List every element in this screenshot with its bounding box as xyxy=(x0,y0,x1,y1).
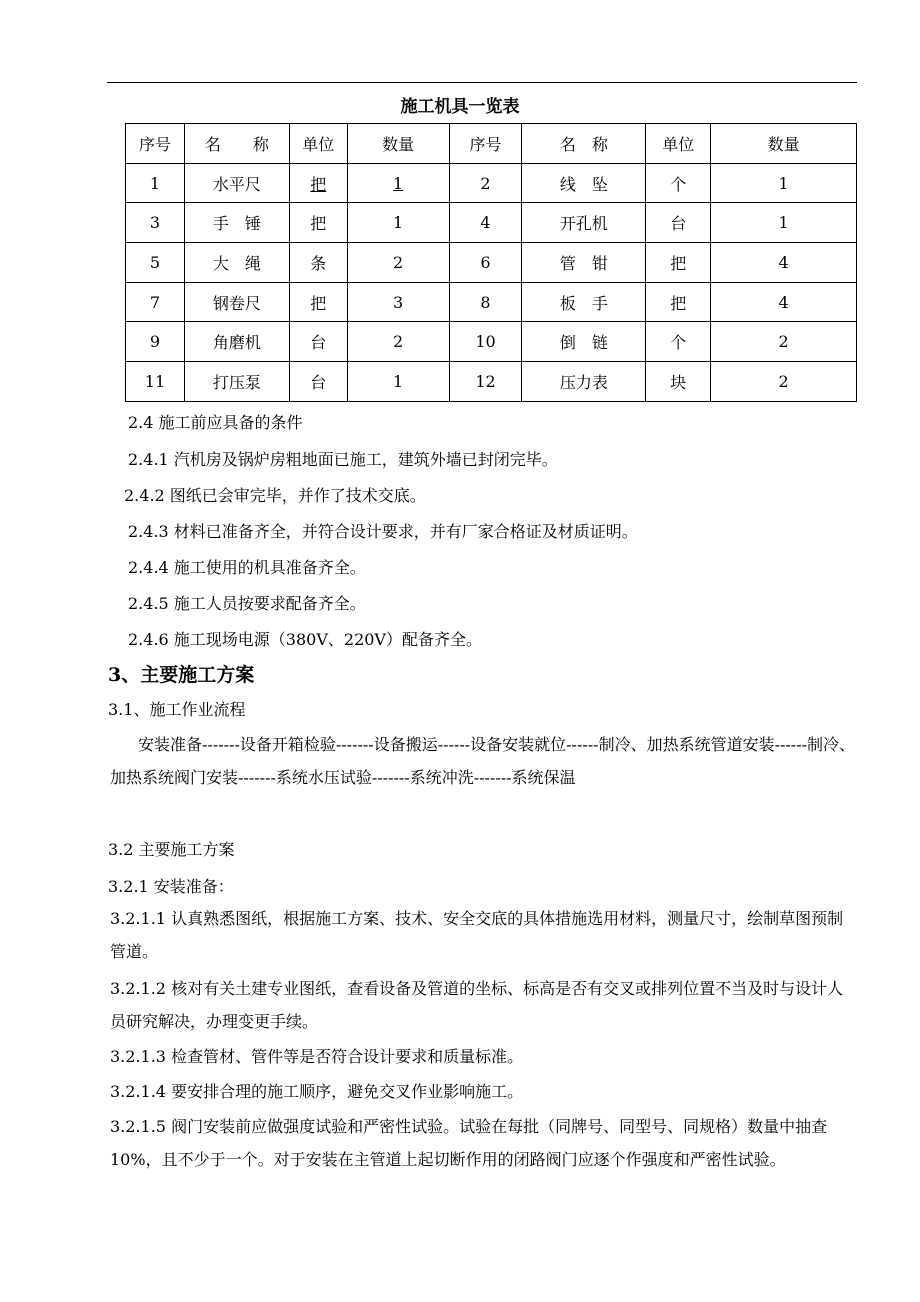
condition-item: 2.4.1 汽机房及锅炉房粗地面已施工，建筑外墙已封闭完毕。 xyxy=(128,450,558,469)
table-cell: 手 锤 xyxy=(184,203,289,243)
workflow-paragraph: 安装准备-------设备开箱检验-------设备搬运------设备安装就位------制冷、加热系统管道安装------制冷、加热系统阀门安装-------系统水压试验-------系统冲洗-------系统保温 xyxy=(110,735,856,787)
tools-table xyxy=(125,123,857,402)
table-header-row xyxy=(126,124,857,164)
table-cell: 1 xyxy=(126,163,185,203)
header-cell: 序号 xyxy=(449,124,522,164)
table-cell: 8 xyxy=(449,282,522,322)
header-cell: 名 称 xyxy=(184,124,289,164)
table-cell: 2 xyxy=(347,322,449,362)
table-cell: 3 xyxy=(126,203,185,243)
table-cell: 块 xyxy=(646,362,711,402)
section-3-2-1-heading: 3.2.1 安装准备： xyxy=(108,877,234,896)
table-cell: 个 xyxy=(646,322,711,362)
table-cell: 钢卷尺 xyxy=(184,282,289,322)
table-cell: 5 xyxy=(126,243,185,283)
table-cell: 1 xyxy=(347,362,449,402)
section-3-2-heading: 3.2 主要施工方案 xyxy=(108,840,235,859)
table-title: 施工机具一览表 xyxy=(400,97,520,117)
paragraph-3-2-1-4: 3.2.1.4 要安排合理的施工顺序，避免交叉作业影响施工。 xyxy=(110,1082,524,1101)
section-2-4-heading: 2.4 施工前应具备的条件 xyxy=(128,413,303,432)
table-row xyxy=(126,243,857,283)
table-cell: 把 xyxy=(646,243,711,283)
table-cell: 4 xyxy=(449,203,522,243)
paragraph-3-2-1-2: 3.2.1.2 核对有关土建专业图纸，查看设备及管道的坐标、标高是否有交叉或排列位置不当及时与设计人员研究解决，办理变更手续。 xyxy=(110,979,844,1031)
condition-item: 2.4.2 图纸已会审完毕，并作了技术交底。 xyxy=(124,486,426,505)
table-cell: 1 xyxy=(347,163,449,203)
table-cell: 1 xyxy=(711,203,857,243)
header-cell: 数量 xyxy=(711,124,857,164)
header-cell: 单位 xyxy=(646,124,711,164)
table-cell: 条 xyxy=(289,243,347,283)
table-cell: 6 xyxy=(449,243,522,283)
table-row xyxy=(126,282,857,322)
table-cell: 3 xyxy=(347,282,449,322)
table-cell: 1 xyxy=(347,203,449,243)
table-cell: 压力表 xyxy=(522,362,646,402)
table-cell: 倒 链 xyxy=(522,322,646,362)
section-3-title: 3、主要施工方案 xyxy=(108,664,255,686)
table-cell: 2 xyxy=(347,243,449,283)
table-cell: 把 xyxy=(646,282,711,322)
condition-item: 2.4.5 施工人员按要求配备齐全。 xyxy=(128,594,366,613)
table-cell: 台 xyxy=(289,322,347,362)
table-cell: 1 xyxy=(711,163,857,203)
table-cell: 2 xyxy=(449,163,522,203)
header-cell: 数量 xyxy=(347,124,449,164)
table-cell: 台 xyxy=(646,203,711,243)
table-cell: 12 xyxy=(449,362,522,402)
table-cell: 2 xyxy=(711,322,857,362)
table-row xyxy=(126,322,857,362)
paragraph-3-2-1-5: 3.2.1.5 阀门安装前应做强度试验和严密性试验。试验在每批（同牌号、同型号、同规格）数量中抽查10%，且不少于一个。对于安装在主管道上起切断作用的闭路阀门应逐个作强度和严密性试验。 xyxy=(110,1117,828,1169)
table-cell: 大 绳 xyxy=(184,243,289,283)
table-cell: 把 xyxy=(289,163,347,203)
header-cell: 单位 xyxy=(289,124,347,164)
table-row xyxy=(126,163,857,203)
header-cell: 序号 xyxy=(126,124,185,164)
section-3-1-heading: 3.1、施工作业流程 xyxy=(108,700,246,719)
header-cell: 名 称 xyxy=(522,124,646,164)
table-row xyxy=(126,203,857,243)
table-cell: 9 xyxy=(126,322,185,362)
table-cell: 4 xyxy=(711,282,857,322)
table-cell: 线 坠 xyxy=(522,163,646,203)
table-cell: 开孔机 xyxy=(522,203,646,243)
table-cell: 台 xyxy=(289,362,347,402)
table-cell: 管 钳 xyxy=(522,243,646,283)
table-cell: 水平尺 xyxy=(184,163,289,203)
table-cell: 角磨机 xyxy=(184,322,289,362)
table-cell: 10 xyxy=(449,322,522,362)
table-cell: 4 xyxy=(711,243,857,283)
paragraph-3-2-1-3: 3.2.1.3 检查管材、管件等是否符合设计要求和质量标准。 xyxy=(110,1047,524,1066)
condition-item: 2.4.3 材料已准备齐全，并符合设计要求，并有厂家合格证及材质证明。 xyxy=(128,522,638,541)
header-rule xyxy=(107,82,857,83)
table-cell: 2 xyxy=(711,362,857,402)
table-cell: 打压泵 xyxy=(184,362,289,402)
paragraph-3-2-1-1: 3.2.1.1 认真熟悉图纸，根据施工方案、技术、安全交底的具体措施选用材料，测量尺寸，绘制草图预制管道。 xyxy=(110,909,844,961)
table-cell: 把 xyxy=(289,203,347,243)
table-cell: 把 xyxy=(289,282,347,322)
condition-item: 2.4.6 施工现场电源（380V、220V）配备齐全。 xyxy=(128,630,482,649)
table-cell: 7 xyxy=(126,282,185,322)
condition-item: 2.4.4 施工使用的机具准备齐全。 xyxy=(128,558,366,577)
table-cell: 个 xyxy=(646,163,711,203)
table-cell: 板 手 xyxy=(522,282,646,322)
table-row xyxy=(126,362,857,402)
table-cell: 11 xyxy=(126,362,185,402)
